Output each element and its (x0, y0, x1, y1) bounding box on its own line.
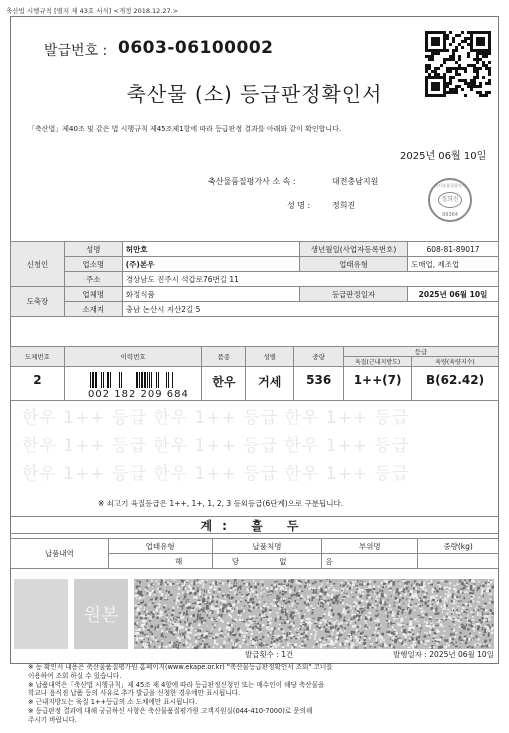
delivery-part-header: 부위명 (322, 539, 418, 554)
header-meat-yield: 육량(육량지수) (412, 357, 499, 367)
watermark-line: 한우 1++ 등급 한우 1++ 등급 한우 1++ 등급 (22, 464, 410, 484)
issue-number-label: 발급번호 : (44, 43, 108, 59)
slaughter-date-label: 등급판정일자 (300, 287, 408, 302)
note-line: ※ 등급판정 결과에 대해 궁금하신 사항은 축산물품질평가원 고객지원실(044-410-7000)로 문의해 (28, 706, 313, 715)
watermark (10, 404, 499, 488)
applicant-birth: 608-81-89017 (408, 242, 499, 257)
total-count: 계: 흘 두 (10, 516, 499, 534)
delivery-biztype: 해 (108, 554, 212, 569)
delivery-part: 음 (322, 554, 418, 569)
applicant-table (10, 241, 499, 317)
weight: 536 (294, 367, 344, 401)
seal-name: 정희진 (438, 192, 462, 208)
delivery-table (10, 538, 499, 569)
carcass-no: 2 (11, 367, 65, 401)
note-line: 학교나 음식점 납품 등의 사유로 추가 발급을 신청한 경우에만 표시됩니다. (28, 689, 241, 698)
grading-result-table (10, 346, 499, 401)
issue-date: 2025년 06월 10일 (400, 151, 487, 162)
form-label: 축산법 시행규칙 [별지 제 43호 서식] <개정 2018.12.27.> (6, 7, 179, 15)
note-line: ※ 근내지방도는 육질 1++등급의 소 도체에만 표시됩니다. (28, 698, 198, 707)
grade-note: ※ 쇠고기 육질등급은 1++, 1+, 1, 2, 3 등외등급(6단계)으로 구분됩니다. (98, 499, 344, 508)
note-line: 주시기 바랍니다. (28, 715, 77, 724)
delivery-dest-b: 없 (279, 556, 287, 566)
footer-issue-date: 발행일자 : 2025년 06월 10일 (393, 650, 494, 659)
delivery-biztype-header: 업태유형 (108, 539, 212, 554)
issue-number: 0603-06100002 (118, 38, 274, 58)
applicant-birth-label: 생년월일(사업자등록번호) (300, 242, 408, 257)
slaughter-company-label: 업체명 (64, 287, 122, 302)
original-stamp-text: 원본 (83, 605, 119, 626)
slaughter-company: 화정식품 (122, 287, 299, 302)
note-line: ※ 동 확인서 내용은 축산물품질평가원 홈페이지(www.ekape.or.kr) "축산물등급판정확인서 조회" 코너를 (28, 663, 333, 671)
header-weight: 중량 (294, 347, 344, 367)
grader-name-label: 성 명 : (287, 201, 311, 210)
delivery-dest-a: 당 (231, 556, 240, 566)
barcode-icon (90, 372, 176, 388)
delivery-dest-cell (212, 554, 322, 569)
delivery-weight-header: 중량(kg) (418, 539, 499, 554)
header-meat-quality: 육질(근내지방도) (344, 357, 412, 367)
watermark-line: 한우 1++ 등급 한우 1++ 등급 한우 1++ 등급 (22, 408, 410, 428)
note-line: 이용하여 조회 하실 수 있습니다. (28, 671, 122, 680)
applicant-name-label: 성명 (64, 242, 122, 257)
security-noise-icon (14, 579, 494, 649)
header-trace-no: 이력번호 (64, 347, 202, 367)
applicant-name: 허만호 (122, 242, 299, 257)
notes (28, 663, 498, 725)
grader-dept-label: 축산물품질평가사 소 속 : (208, 177, 296, 186)
breed: 한우 (202, 367, 246, 401)
slaughter-location: 충남 논산시 지산2길 5 (122, 302, 498, 317)
seal-top-text: 축산물품질평가사 (434, 183, 466, 188)
intro-text: 「축산법」제40조 및 같은 법 시행규칙 제45조제1항에 따라 등급판정 결과를 아래와 같이 확인합니다. (28, 125, 342, 133)
header-grade: 등급 (344, 347, 499, 357)
grader-name: 정희진 (332, 201, 356, 210)
delivery-section-label: 납품내역 (11, 539, 109, 569)
header-breed: 품종 (202, 347, 246, 367)
document-title: 축산물 (소) 등급판정확인서 (126, 82, 383, 106)
grader-dept: 대전충남지원 (332, 177, 379, 186)
applicant-biztype: 도매업, 제조업 (408, 257, 499, 272)
official-seal-icon (428, 178, 472, 222)
applicant-address: 경상남도 진주시 석갑로76번길 11 (122, 272, 498, 287)
seal-number: 99364 (442, 212, 458, 218)
slaughter-date: 2025년 06월 10일 (408, 287, 499, 302)
applicant-biztype-label: 업태유형 (300, 257, 408, 272)
meat-quality-grade: 1++(7) (344, 367, 412, 401)
stamp-box-1 (14, 579, 68, 649)
slaughter-section-label: 도축장 (11, 287, 65, 317)
trace-number: 002 182 209 684 (88, 389, 189, 400)
delivery-dest-header: 납품처명 (212, 539, 322, 554)
watermark-line: 한우 1++ 등급 한우 1++ 등급 한우 1++ 등급 (22, 436, 410, 456)
applicant-section-label: 신청인 (11, 242, 65, 287)
issue-count: 발급횟수 : 1건 (245, 650, 294, 659)
meat-yield-grade: B(62.42) (412, 367, 499, 401)
applicant-company: (주)본우 (122, 257, 299, 272)
applicant-company-label: 업소명 (64, 257, 122, 272)
applicant-address-label: 주소 (64, 272, 122, 287)
header-sex: 성별 (246, 347, 294, 367)
header-carcass-no: 도체번호 (11, 347, 65, 367)
slaughter-location-label: 소재지 (64, 302, 122, 317)
security-pattern (14, 579, 494, 649)
delivery-weight (418, 554, 499, 569)
note-line: ※ 납품내역은「축산법 시행규칙」제 45조 제 4항에 따라 등급판정신청인 또는 매수인이 해당 축산물을 (28, 680, 325, 689)
sex: 거세 (246, 367, 294, 401)
